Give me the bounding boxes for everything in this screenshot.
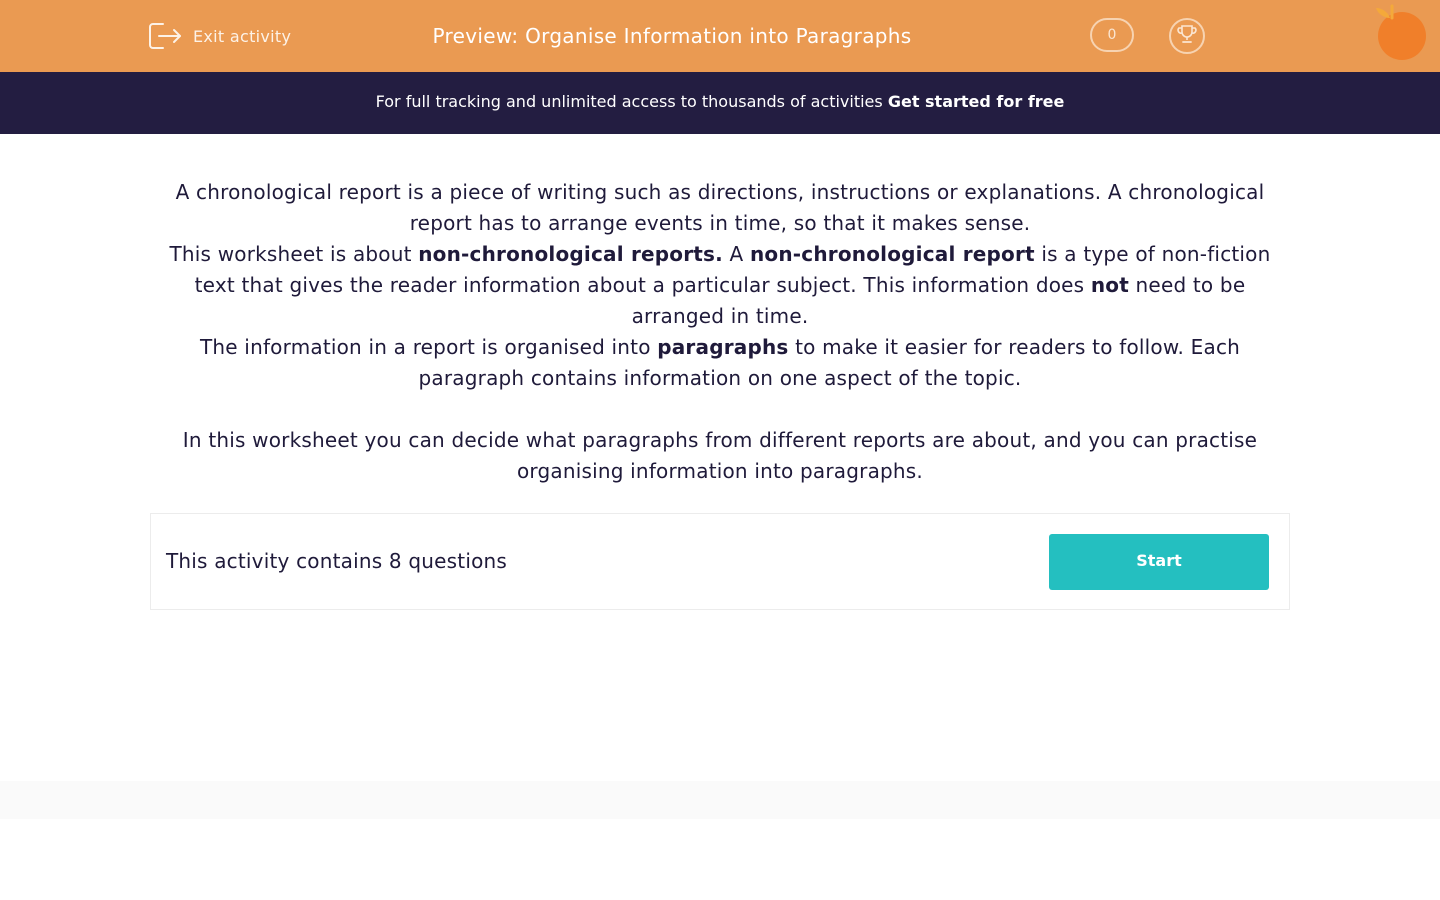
trophy-icon xyxy=(1176,23,1198,49)
intro-bold-term: paragraphs xyxy=(657,335,789,359)
signup-banner xyxy=(0,72,1440,134)
trophy-button[interactable] xyxy=(1169,18,1205,54)
intro-text: to make it easier for readers to follow. Each paragraph contains information on one aspect of the topic. xyxy=(418,335,1241,390)
intro-bold-term: non-chronological report xyxy=(749,242,1035,266)
top-header xyxy=(0,0,1440,72)
intro-paragraph-worksheet: In this worksheet you can decide what paragraphs from different reports are about, and you can practise organising information into paragraphs. xyxy=(182,428,1258,483)
intro-bold-term: non-chronological reports. xyxy=(418,242,723,266)
score-counter: 0 xyxy=(1090,18,1134,52)
exit-icon xyxy=(149,21,183,51)
activity-introduction xyxy=(150,177,1290,487)
exit-activity-label: Exit activity xyxy=(193,26,292,46)
start-button[interactable]: Start xyxy=(1049,534,1269,590)
get-started-link[interactable]: Get started for free xyxy=(887,92,1065,111)
intro-paragraph-paragraphs xyxy=(150,332,1290,394)
intro-text: This worksheet is about xyxy=(169,242,419,266)
question-count-text: This activity contains 8 questions xyxy=(166,549,508,573)
banner-text: For full tracking and unlimited access to thousands of activities xyxy=(375,92,883,111)
intro-paragraph-non-chronological xyxy=(150,239,1290,332)
intro-paragraph-chronological: A chronological report is a piece of writing such as directions, instructions or explanations. A chronological report has to arrange events in time, so that it makes sense. xyxy=(175,180,1265,235)
footer-strip xyxy=(0,781,1440,819)
intro-text: is a type of non-fiction text that gives the reader information about a particular subject. This information does xyxy=(194,242,1271,297)
paragraph-spacer xyxy=(150,394,1290,425)
exit-activity-button[interactable] xyxy=(149,20,291,52)
activity-start-card xyxy=(150,513,1290,610)
intro-text: The information in a report is organised into xyxy=(199,335,658,359)
intro-text: need to be arranged in time. xyxy=(631,273,1246,328)
orange-logo-icon xyxy=(1374,4,1430,64)
intro-text: A xyxy=(722,242,750,266)
page-title: Preview: Organise Information into Paragraphs xyxy=(432,24,912,48)
intro-bold-term: not xyxy=(1090,273,1129,297)
